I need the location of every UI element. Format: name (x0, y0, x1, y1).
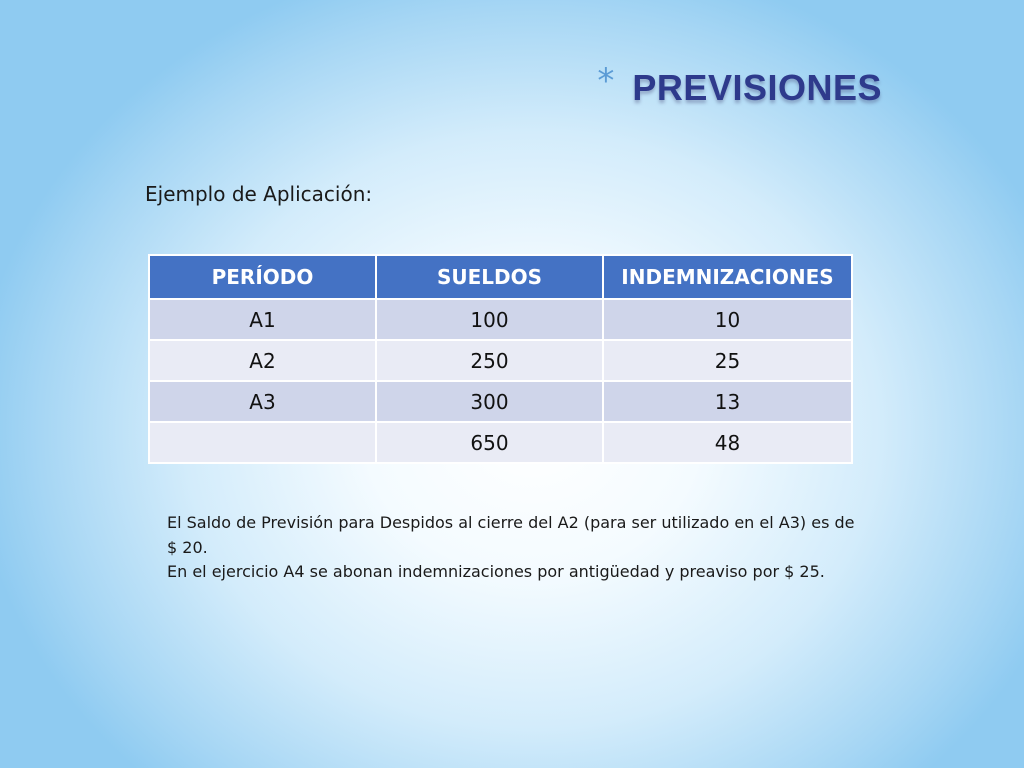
table-row (149, 299, 852, 340)
cell-sueldos: 100 (376, 299, 603, 340)
cell-sueldos: 300 (376, 381, 603, 422)
cell-indemnizaciones: 10 (603, 299, 852, 340)
table-total-row (149, 422, 852, 463)
note-paragraph: En el ejercicio A4 se abonan indemnizaciones por antigüedad y preaviso por $ 25. (167, 562, 825, 581)
cell-indemnizaciones-total: 48 (603, 422, 852, 463)
cell-periodo: A1 (149, 299, 376, 340)
slide-title-area (597, 62, 882, 114)
explanation-text (167, 511, 857, 585)
table-header-row (149, 255, 852, 299)
table-row (149, 381, 852, 422)
header-periodo: PERÍODO (149, 255, 376, 299)
cell-indemnizaciones: 13 (603, 381, 852, 422)
cell-periodo (149, 422, 376, 463)
slide-subtitle: Ejemplo de Aplicación: (145, 182, 373, 206)
table-row (149, 340, 852, 381)
title-bullet-marker: * (597, 61, 615, 101)
slide-title: PREVISIONES (632, 67, 882, 108)
header-indemnizaciones: INDEMNIZACIONES (603, 255, 852, 299)
cell-periodo: A3 (149, 381, 376, 422)
cell-sueldos-total: 650 (376, 422, 603, 463)
header-sueldos: SUELDOS (376, 255, 603, 299)
indemnizaciones-table (148, 254, 853, 464)
cell-periodo: A2 (149, 340, 376, 381)
note-paragraph: El Saldo de Previsión para Despidos al cierre del A2 (para ser utilizado en el A3) es de $ 20. (167, 513, 855, 557)
cell-sueldos: 250 (376, 340, 603, 381)
cell-indemnizaciones: 25 (603, 340, 852, 381)
